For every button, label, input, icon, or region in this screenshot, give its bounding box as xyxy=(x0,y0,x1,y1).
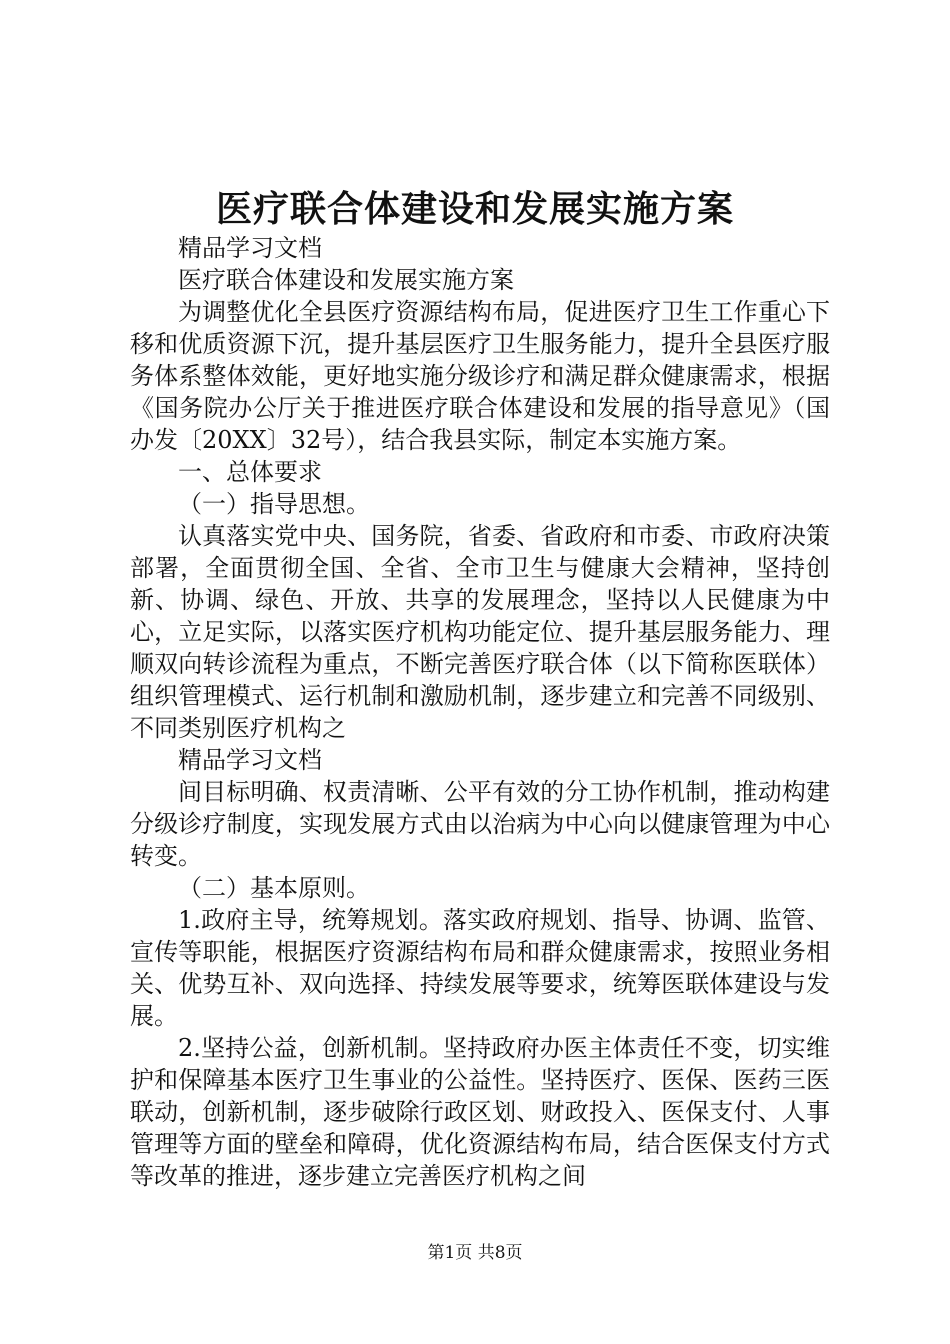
page-break-watermark-text: 精品学习文档 xyxy=(178,746,322,774)
subsection-heading-basic-principles: （二）基本原则。 xyxy=(178,874,370,902)
subsection-heading-guiding-ideology: （一）指导思想。 xyxy=(178,490,370,518)
paragraph-intro: 为调整优化全县医疗资源结构布局，促进医疗卫生工作重心下移和优质资源下沉，提升基层医疗卫生服务能力，提升全县医疗服务体系整体效能，更好地实施分级诊疗和满足群众健康需求，根据《国务院办公厅关于推进医疗联合体建设和发展的指导意见》（国办发〔20XX〕32号），结合我县实际，制定本实施方案。 xyxy=(130,298,830,454)
paragraph-principle-2: 2.坚持公益，创新机制。坚持政府办医主体责任不变，切实维护和保障基本医疗卫生事业的公益性。坚持医疗、医保、医药三医联动，创新机制，逐步破除行政区划、财政投入、医保支付、人事管理等方面的壁垒和障碍，优化资源结构布局，结合医保支付方式等改革的推进，逐步建立完善医疗机构之间 xyxy=(130,1034,830,1190)
document-title: 医疗联合体建设和发展实施方案 xyxy=(215,188,734,230)
paragraph-guiding-ideology-continued: 间目标明确、权责清晰、公平有效的分工协作机制，推动构建分级诊疗制度，实现发展方式由以治病为中心向以健康管理为中心转变。 xyxy=(130,778,830,870)
header-watermark-text: 精品学习文档 xyxy=(178,234,322,262)
section-heading-general-requirements: 一、总体要求 xyxy=(178,458,322,486)
paragraph-guiding-ideology: 认真落实党中央、国务院，省委、省政府和市委、市政府决策部署，全面贯彻全国、全省、全市卫生与健康大会精神，坚持创新、协调、绿色、开放、共享的发展理念，坚持以人民健康为中心，立足实际，以落实医疗机构功能定位、提升基层服务能力、理顺双向转诊流程为重点，不断完善医疗联合体（以下简称医联体）组织管理模式、运行机制和激励机制，逐步建立和完善不同级别、不同类别医疗机构之 xyxy=(130,522,830,742)
paragraph-principle-1: 1.政府主导，统筹规划。落实政府规划、指导、协调、监管、宣传等职能，根据医疗资源结构布局和群众健康需求，按照业务相关、优势互补、双向选择、持续发展等要求，统筹医联体建设与发展。 xyxy=(130,906,830,1030)
document-body xyxy=(130,232,830,1192)
subtitle: 医疗联合体建设和发展实施方案 xyxy=(178,266,514,294)
page-footer: 第1页 共8页 xyxy=(427,1243,523,1263)
